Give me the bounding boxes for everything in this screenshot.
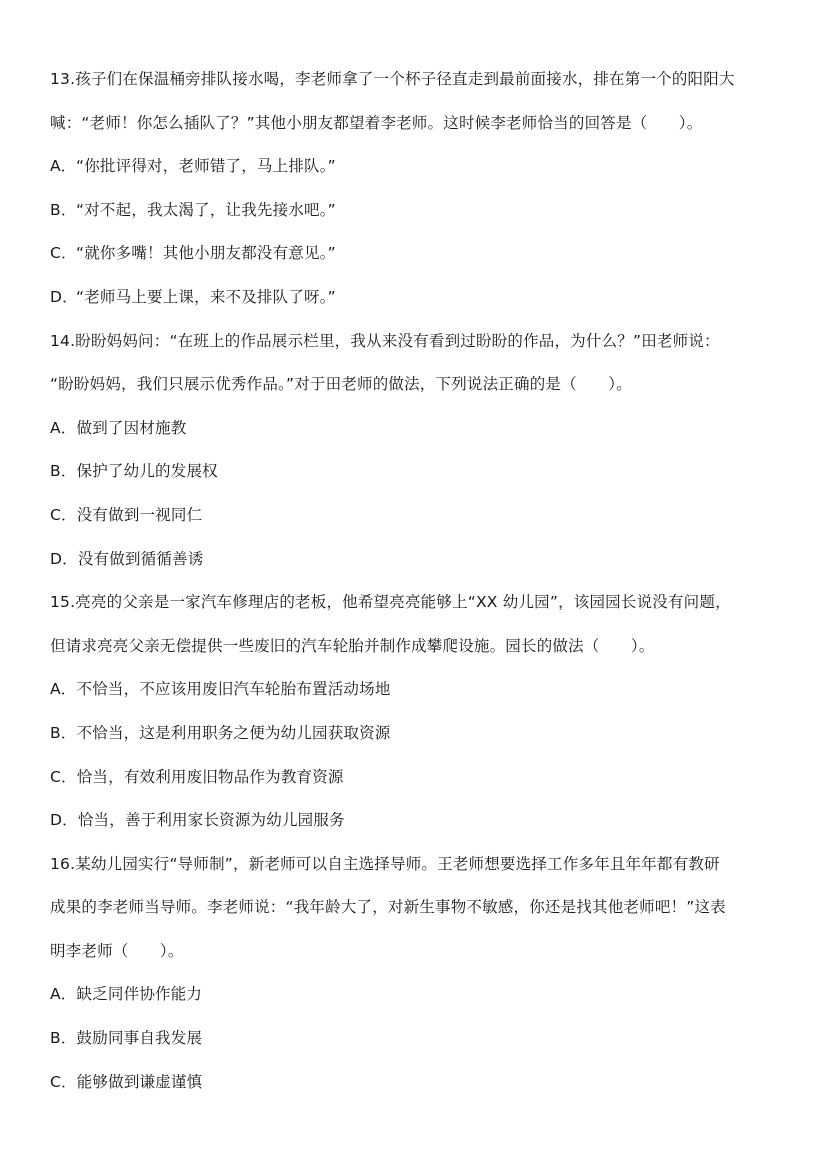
option-text: 能够做到谦虚谨慎 <box>76 1072 203 1091</box>
option-text: 保护了幼儿的发展权 <box>76 462 218 481</box>
question-stem-line: 16.某幼儿园实行“导师制”，新老师可以自主选择导师。王老师想要选择工作多年且年年都有教研 <box>50 854 720 873</box>
option-d <box>50 538 785 582</box>
option-letter: D． <box>50 811 78 830</box>
question-14 <box>50 320 785 582</box>
option-text: “就你多嘴！其他小朋友都没有意见。” <box>76 244 336 263</box>
option-letter: A． <box>50 985 77 1004</box>
question-stem-line: 成果的李老师当导师。李老师说：“我年龄大了，对新生事物不敏感，你还是找其他老师吧！”这表 <box>50 898 726 917</box>
option-letter: B． <box>50 1029 77 1048</box>
option-d <box>50 276 785 320</box>
question-stem-line: “盼盼妈妈，我们只展示优秀作品。”对于田老师的做法，下列说法正确的是（ ）。 <box>50 375 632 394</box>
option-c <box>50 494 785 538</box>
option-letter: C． <box>50 767 77 786</box>
option-a <box>50 145 785 189</box>
question-stem-line: 但请求亮亮父亲无偿提供一些废旧的汽车轮胎并制作成攀爬设施。园长的做法（ ）。 <box>50 636 655 655</box>
option-text: 鼓励同事自我发展 <box>76 1029 203 1048</box>
option-a <box>50 973 785 1017</box>
option-letter: A． <box>50 418 77 437</box>
option-text: “老师马上要上课，来不及排队了呀。” <box>76 287 336 306</box>
option-text: 恰当，有效利用废旧物品作为教育资源 <box>76 767 344 786</box>
option-letter: C． <box>50 505 77 524</box>
question-stem-line: 13.孩子们在保温桶旁排队接水喝，李老师拿了一个杯子径直走到最前面接水，排在第一个的阳阳大 <box>50 70 735 88</box>
option-text: 不恰当，这是利用职务之便为幼儿园获取资源 <box>76 723 391 742</box>
option-text: “你批评得对，老师错了，马上排队。” <box>76 157 336 176</box>
option-text: 恰当，善于利用家长资源为幼儿园服务 <box>77 811 345 830</box>
option-text: 做到了因材施教 <box>76 418 187 437</box>
question-stem-line: 15.亮亮的父亲是一家汽车修理店的老板，他希望亮亮能够上“XX 幼儿园”，该园园长说没有问题， <box>50 593 731 612</box>
question-stem-line: 14.盼盼妈妈问：“在班上的作品展示栏里，我从来没有看到过盼盼的作品，为什么？”田老师说： <box>50 331 720 350</box>
option-letter: C． <box>50 1072 77 1091</box>
option-c <box>50 232 785 276</box>
option-a <box>50 407 785 451</box>
option-text: “对不起，我太渴了，让我先接水吧。” <box>76 200 336 219</box>
option-b <box>50 189 785 233</box>
option-text: 缺乏同伴协作能力 <box>76 985 203 1004</box>
exam-page <box>50 58 785 1104</box>
option-b <box>50 712 785 756</box>
option-c <box>50 756 785 800</box>
option-letter: B． <box>50 462 77 481</box>
option-letter: C． <box>50 244 77 263</box>
question-stem-line: 明李老师（ ）。 <box>50 941 184 960</box>
option-text: 没有做到循循善诱 <box>77 549 204 568</box>
option-text: 不恰当，不应该用废旧汽车轮胎布置活动场地 <box>76 680 391 699</box>
option-a <box>50 668 785 712</box>
question-15 <box>50 581 785 843</box>
option-d <box>50 799 785 843</box>
option-letter: D． <box>50 287 78 306</box>
question-stem-line: 喊：“老师！你怎么插队了？”其他小朋友都望着李老师。这时候李老师恰当的回答是（ ）。 <box>50 113 703 132</box>
option-letter: B． <box>50 723 77 742</box>
option-b <box>50 450 785 494</box>
option-letter: B． <box>50 200 77 219</box>
option-text: 没有做到一视同仁 <box>76 505 203 524</box>
option-letter: D． <box>50 549 78 568</box>
option-letter: A． <box>50 157 77 176</box>
option-letter: A． <box>50 680 77 699</box>
question-16 <box>50 843 785 1105</box>
question-13 <box>50 58 785 320</box>
option-b <box>50 1017 785 1061</box>
option-c <box>50 1061 785 1105</box>
